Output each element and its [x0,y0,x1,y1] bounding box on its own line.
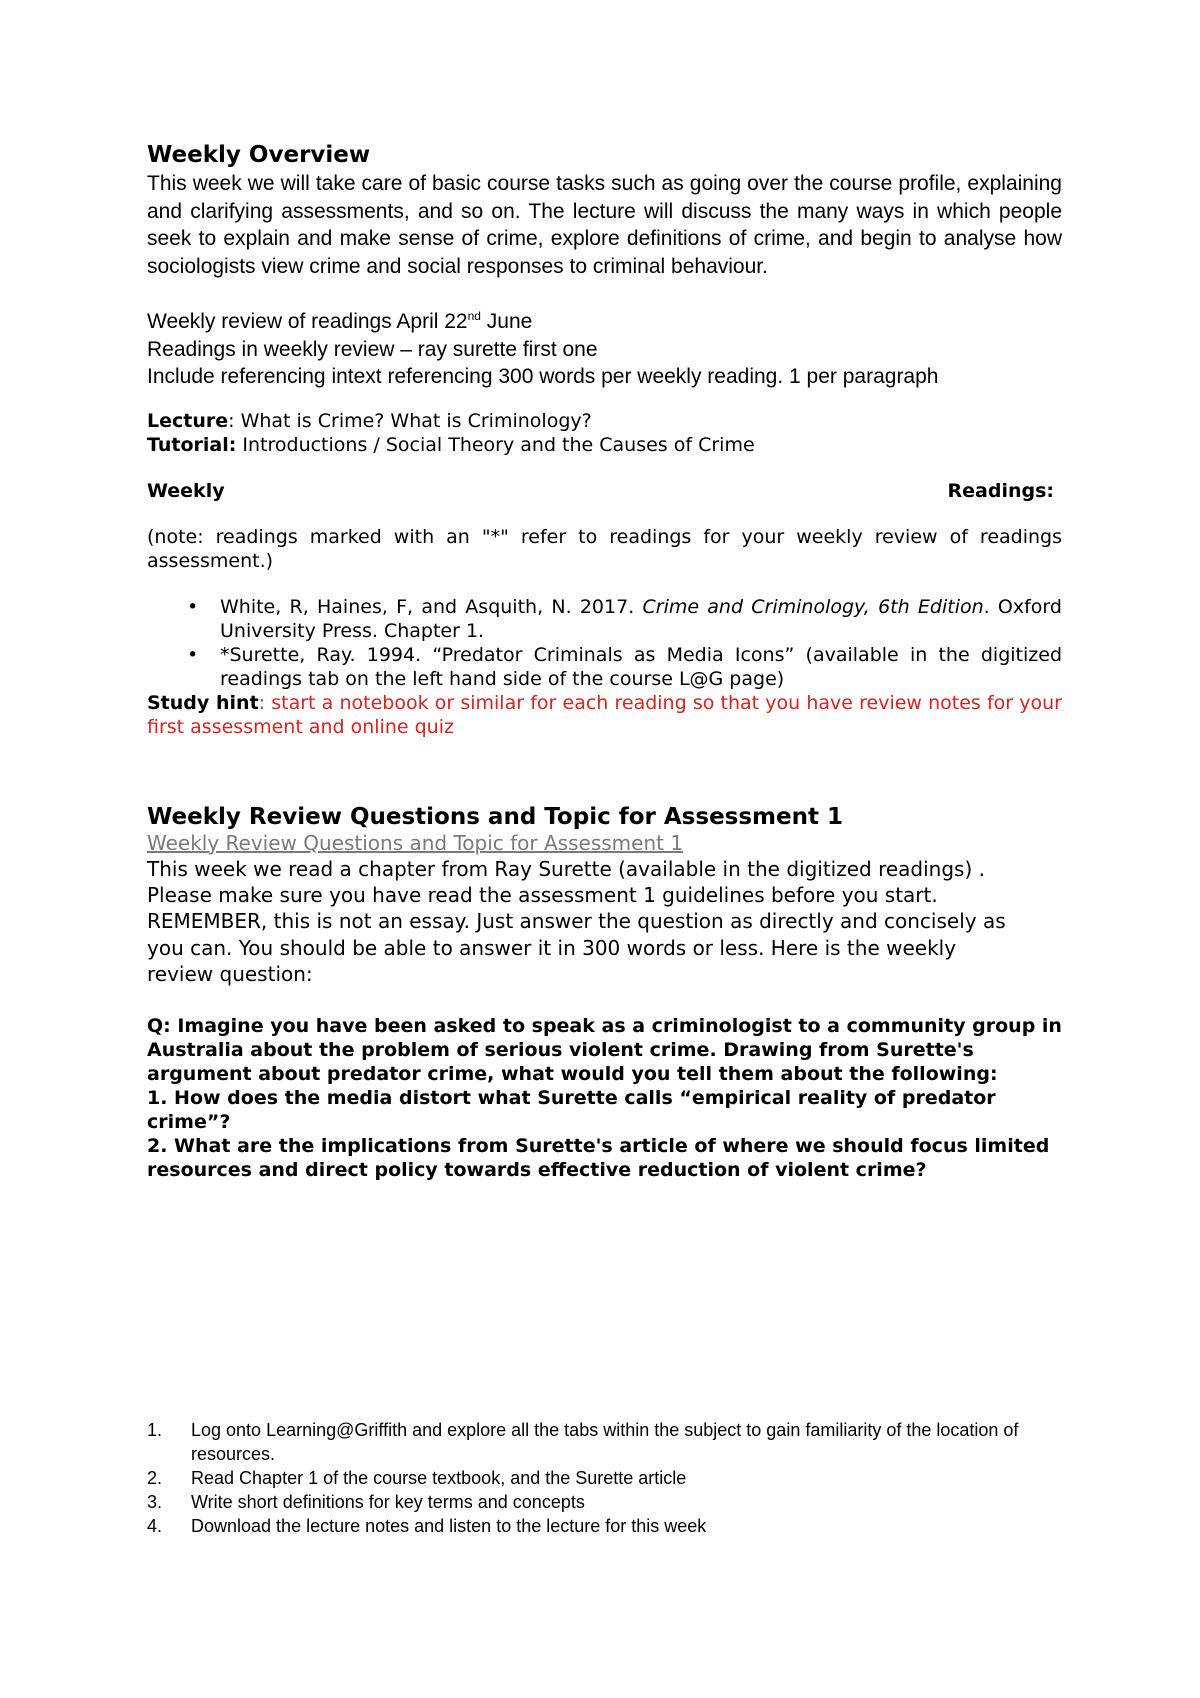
readings-list [147,595,1062,691]
weekly-readings-heading-right: Readings: [947,479,1054,502]
assessment-heading: Weekly Review Questions and Topic for Assessment 1 [147,803,843,830]
reading-2-text: *Surette, Ray. 1994. “Predator Criminals as Media Icons” (available in the digitized readings tab on the left hand side of the course L@G page) [220,643,1062,690]
reading-1-prefix: White, R, Haines, F, and Asquith, N. 2017. [220,595,643,618]
notes-line-1-suffix: June [480,310,533,333]
lecture-line [147,409,1062,433]
task-item [147,1490,1062,1514]
overview-paragraph: This week we will take care of basic course tasks such as going over the course profile, explaining and clarifying assessments, and so on. The lecture will discuss the many ways in which people seek to explain and make sense of crime, explore definitions of crime, and begin to analyse how sociologists view crime and social responses to criminal behaviour. [147,172,1062,278]
task-text: Write short definitions for key terms and concepts [191,1492,585,1512]
study-hint [147,691,1062,739]
tutorial-label: Tutorial: [147,433,237,456]
assessment-body: This week we read a chapter from Ray Surette (available in the digitized readings) . Please make sure you have read the assessment 1 guidelines before you start. REMEMBER, this is not an essay. Just answer the question as directly and concisely as you can. You should be able to answer it in 300 words or less. Here is the weekly review question: [147,856,1006,987]
weekly-readings-heading [147,479,1062,503]
task-text: Download the lecture notes and listen to the lecture for this week [191,1516,707,1536]
task-item [147,1514,1062,1538]
document-page [147,140,1062,1182]
notes-line-3: Include referencing intext referencing 300 words per weekly reading. 1 per paragraph [147,365,939,388]
bullet-icon: • [187,595,199,618]
bullet-icon: • [187,643,199,666]
study-hint-text: : start a notebook or similar for each reading so that you have review notes for your first assessment and online quiz [147,691,1062,738]
task-item [147,1418,1062,1466]
review-question [147,1014,1062,1182]
question-intro: Q: Imagine you have been asked to speak as a criminologist to a community group in Australia about the problem of serious violent crime. Drawing from Surette's argument about predator crime, what would you tell them about the following: [147,1014,1062,1085]
study-hint-label: Study hint [147,691,259,714]
reading-item [147,643,1062,691]
task-item [147,1466,1062,1490]
task-text: Log onto Learning@Griffith and explore all the tabs within the subject to gain familiarity of the location of resources. [191,1420,1019,1464]
task-number: 3. [147,1492,163,1512]
notes-line-2: Readings in weekly review – ray surette first one [147,337,598,361]
lecture-label: Lecture [147,409,229,432]
tutorial-text: Introductions / Social Theory and the Causes of Crime [236,433,755,456]
readings-note: (note: readings marked with an "*" refer to readings for your weekly review of readings assessment.) [147,525,1062,572]
notes-line-1-sup: nd [467,309,481,323]
question-2: 2. What are the implications from Surette's article of where we should focus limited resources and direct policy towards effective reduction of violent crime? [147,1134,1050,1181]
task-number: 4. [147,1516,163,1536]
tutorial-line [147,433,1062,457]
lecture-text: : What is Crime? What is Criminology? [228,409,592,432]
reading-1-suffix: . Oxford University Press. Chapter 1. [220,595,1062,642]
question-1: 1. How does the media distort what Surette calls “empirical reality of predator crime”? [147,1086,996,1133]
notes-line-1 [147,308,1062,336]
lecture-tutorial-block [147,409,1062,457]
weekly-readings-heading-left: Weekly [147,479,225,502]
review-notes [147,308,1062,391]
reading-1-title: Crime and Criminology, 6th Edition [642,595,984,618]
weekly-overview-heading: Weekly Overview [147,142,371,168]
task-number: 2. [147,1468,163,1488]
task-list [147,1418,1062,1538]
assessment-link[interactable]: Weekly Review Questions and Topic for Assessment 1 [147,830,684,855]
task-text: Read Chapter 1 of the course textbook, and the Surette article [191,1468,687,1488]
reading-item [147,595,1062,643]
task-number: 1. [147,1420,163,1440]
notes-line-1-text: Weekly review of readings April 22 [147,310,468,333]
